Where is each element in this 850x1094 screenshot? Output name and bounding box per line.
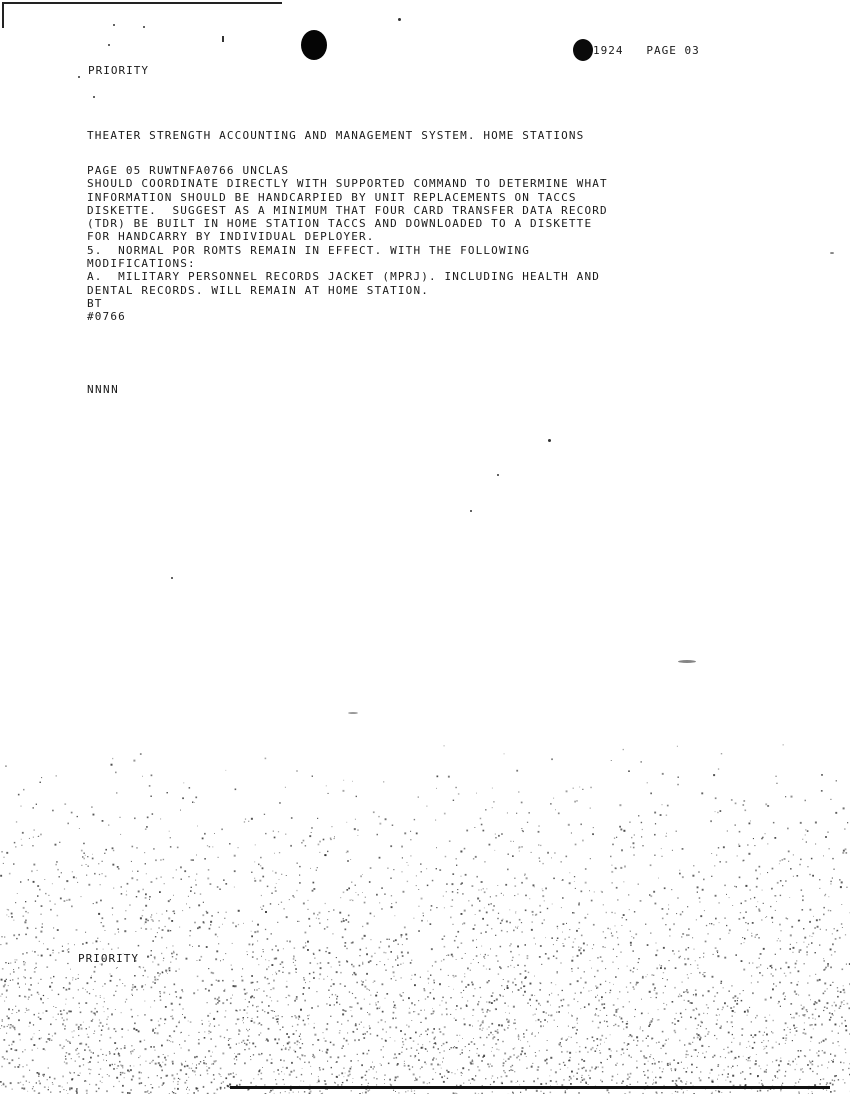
punch-hole-mark: [301, 30, 327, 60]
scan-speck: [78, 76, 80, 78]
scan-speck: [548, 439, 551, 442]
priority-header: PRIORITY: [88, 64, 149, 77]
scan-edge-left: [2, 2, 4, 28]
body-line: DENTAL RECORDS. WILL REMAIN AT HOME STATION.: [87, 283, 429, 297]
body-line: A. MILITARY PERSONNEL RECORDS JACKET (MPRJ). INCLUDING HEALTH AND: [87, 270, 600, 284]
body-line: #0766: [87, 310, 126, 324]
body-line: DISKETTE. SUGGEST AS A MINIMUM THAT FOUR CARD TRANSFER DATA RECORD: [87, 203, 608, 217]
body-line: (TDR) BE BUILT IN HOME STATION TACCS AND DOWNLOADED TO A DISKETTE: [87, 217, 593, 231]
body-line: 5. NORMAL POR ROMTS REMAIN IN EFFECT. WITH THE FOLLOWING: [87, 243, 531, 257]
page-number-header: 1924 PAGE 03: [593, 44, 700, 57]
scan-speck: [398, 18, 401, 21]
body-line: MODIFICATIONS:: [87, 257, 196, 271]
scan-speck: [222, 36, 224, 42]
scan-speck: [470, 510, 472, 512]
scan-speck: [497, 474, 499, 476]
scan-speck: [678, 660, 696, 663]
scan-speck: [830, 252, 834, 254]
scan-speck: [348, 712, 358, 714]
body-line: PAGE 05 RUWTNFA0766 UNCLAS: [87, 164, 290, 177]
scan-speck: [171, 577, 173, 579]
body-line: SHOULD COORDINATE DIRECTLY WITH SUPPORTED COMMAND TO DETERMINE WHAT: [87, 177, 608, 191]
scan-speck: [108, 44, 110, 46]
ink-blot-mark: [573, 39, 593, 61]
scan-noise: [0, 740, 850, 1094]
scan-speck: [93, 96, 95, 98]
message-body: [87, 164, 608, 324]
body-line: BT: [87, 296, 103, 310]
body-line: INFORMATION SHOULD BE HANDCARPIED BY UNIT REPLACEMENTS ON TACCS: [87, 190, 577, 204]
priority-footer: PRIORITY: [78, 952, 139, 965]
subject-line: THEATER STRENGTH ACCOUNTING AND MANAGEMENT SYSTEM. HOME STATIONS: [87, 129, 585, 142]
body-line: FOR HANDCARRY BY INDIVIDUAL DEPLOYER.: [87, 230, 375, 244]
scan-edge-top: [2, 2, 282, 4]
scan-speck: [113, 24, 115, 26]
scan-speck: [143, 26, 145, 28]
scan-edge-bottom: [230, 1086, 830, 1089]
end-of-message-mark: NNNN: [87, 383, 120, 396]
